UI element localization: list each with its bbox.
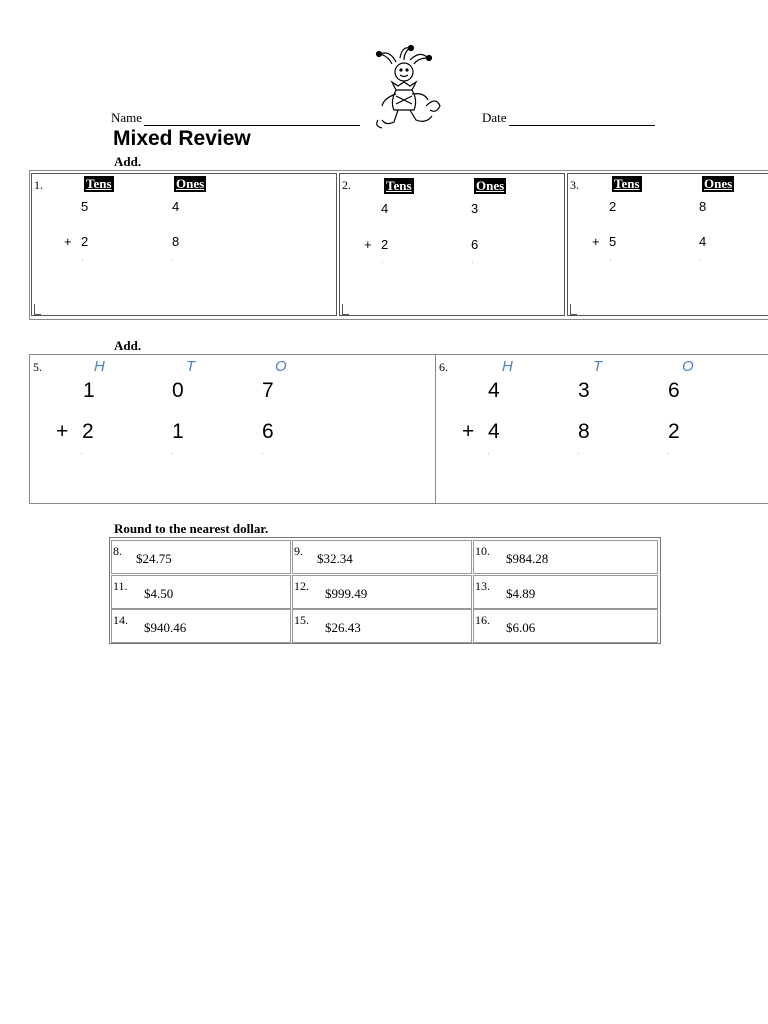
top-ones-digit: 8 xyxy=(699,199,707,214)
answer-dot xyxy=(262,453,263,454)
ones-header: O xyxy=(275,358,287,375)
rounding-cell[interactable] xyxy=(111,540,291,574)
bottom-tens-digit: 1 xyxy=(172,420,184,443)
top-hundreds-digit: 4 xyxy=(488,379,500,402)
amount-value: $6.06 xyxy=(506,620,536,635)
rounding-cell[interactable] xyxy=(473,540,658,574)
top-tens-digit: 5 xyxy=(81,199,89,214)
bottom-ones-digit: 6 xyxy=(471,237,479,252)
problem-box-2 xyxy=(339,173,565,316)
answer-dot xyxy=(610,259,611,260)
answer-dot xyxy=(382,262,383,263)
section1-instruction: Add. xyxy=(114,154,142,169)
amount-value: $32.34 xyxy=(317,551,353,566)
rounding-cell[interactable] xyxy=(292,609,472,643)
tens-header: Tens xyxy=(614,176,640,191)
answer-dot xyxy=(81,453,82,454)
item-number: 16. xyxy=(475,613,490,627)
problem-box-3 xyxy=(567,173,768,316)
amount-value: $4.89 xyxy=(506,586,536,601)
problem-number: 2. xyxy=(342,178,351,192)
problem-number: 6. xyxy=(439,360,448,374)
amount-value: $4.50 xyxy=(144,586,174,601)
plus-sign: + xyxy=(462,420,475,443)
date-field[interactable] xyxy=(482,110,655,126)
top-ones-digit: 4 xyxy=(172,199,180,214)
top-hundreds-digit: 1 xyxy=(83,379,95,402)
rounding-cell[interactable] xyxy=(111,609,291,643)
bottom-tens-digit: 5 xyxy=(609,234,617,249)
amount-value: $999.49 xyxy=(325,586,368,601)
plus-sign: + xyxy=(364,237,372,252)
top-tens-digit: 2 xyxy=(609,199,617,214)
amount-value: $24.75 xyxy=(136,551,172,566)
problem-divider xyxy=(435,355,436,503)
rounding-cell[interactable] xyxy=(473,575,658,609)
answer-dot xyxy=(668,453,669,454)
answer-dot xyxy=(82,259,83,260)
ones-header: O xyxy=(682,358,694,375)
bottom-tens-digit: 2 xyxy=(81,234,89,249)
page-title: Mixed Review xyxy=(113,127,251,150)
amount-value: $26.43 xyxy=(325,620,361,635)
name-label: Name xyxy=(111,110,143,125)
bottom-hundreds-digit: 2 xyxy=(82,420,94,443)
name-line[interactable] xyxy=(144,111,360,126)
section1-container xyxy=(29,170,768,320)
tens-header: T xyxy=(593,358,603,375)
bottom-tens-digit: 2 xyxy=(381,237,389,252)
amount-value: $984.28 xyxy=(506,551,549,566)
section2-container xyxy=(29,354,768,504)
item-number: 13. xyxy=(475,579,490,593)
date-line[interactable] xyxy=(509,111,655,126)
name-field[interactable] xyxy=(111,110,360,126)
rounding-cell[interactable] xyxy=(292,540,472,574)
top-ones-digit: 3 xyxy=(471,201,479,216)
problem-number: 3. xyxy=(570,178,579,192)
ones-header: Ones xyxy=(476,178,505,193)
answer-dot xyxy=(472,262,473,263)
bottom-ones-digit: 8 xyxy=(172,234,180,249)
bottom-hundreds-digit: 4 xyxy=(488,420,500,443)
rounding-cell[interactable] xyxy=(473,609,658,643)
date-label: Date xyxy=(482,110,507,125)
plus-sign: + xyxy=(592,234,600,249)
answer-corner xyxy=(342,304,349,315)
answer-corner xyxy=(570,304,577,315)
tens-header: Tens xyxy=(386,178,412,193)
top-ones-digit: 7 xyxy=(262,379,274,402)
plus-sign: + xyxy=(56,420,69,443)
item-number: 15. xyxy=(294,613,309,627)
item-number: 14. xyxy=(113,613,128,627)
problem-number: 5. xyxy=(33,360,42,374)
plus-sign: + xyxy=(64,234,72,249)
rounding-cell[interactable] xyxy=(292,575,472,609)
answer-dot xyxy=(578,453,579,454)
amount-value: $940.46 xyxy=(144,620,187,635)
jester-image xyxy=(370,44,450,130)
top-ones-digit: 6 xyxy=(668,379,680,402)
item-number: 9. xyxy=(294,544,303,558)
tens-header: T xyxy=(186,358,196,375)
top-tens-digit: 0 xyxy=(172,379,184,402)
answer-dot xyxy=(700,259,701,260)
rounding-table xyxy=(109,537,661,644)
hundreds-header: H xyxy=(502,358,513,375)
item-number: 10. xyxy=(475,544,490,558)
top-tens-digit: 4 xyxy=(381,201,389,216)
answer-dot xyxy=(488,453,489,454)
problem-box-1 xyxy=(31,173,337,316)
bottom-ones-digit: 2 xyxy=(668,420,680,443)
bottom-ones-digit: 6 xyxy=(262,420,274,443)
rounding-cell[interactable] xyxy=(111,575,291,609)
item-number: 11. xyxy=(113,579,128,593)
item-number: 12. xyxy=(294,579,309,593)
problem-number: 1. xyxy=(34,178,43,192)
section3-instruction: Round to the nearest dollar. xyxy=(114,521,269,536)
answer-dot xyxy=(172,453,173,454)
hundreds-header: H xyxy=(94,358,105,375)
answer-corner xyxy=(34,304,41,315)
answer-dot xyxy=(172,259,173,260)
ones-header: Ones xyxy=(704,176,733,191)
top-tens-digit: 3 xyxy=(578,379,590,402)
section2-instruction: Add. xyxy=(114,338,142,353)
bottom-tens-digit: 8 xyxy=(578,420,590,443)
item-number: 8. xyxy=(113,544,122,558)
tens-header: Tens xyxy=(86,176,112,191)
ones-header: Ones xyxy=(176,176,205,191)
bottom-ones-digit: 4 xyxy=(699,234,707,249)
